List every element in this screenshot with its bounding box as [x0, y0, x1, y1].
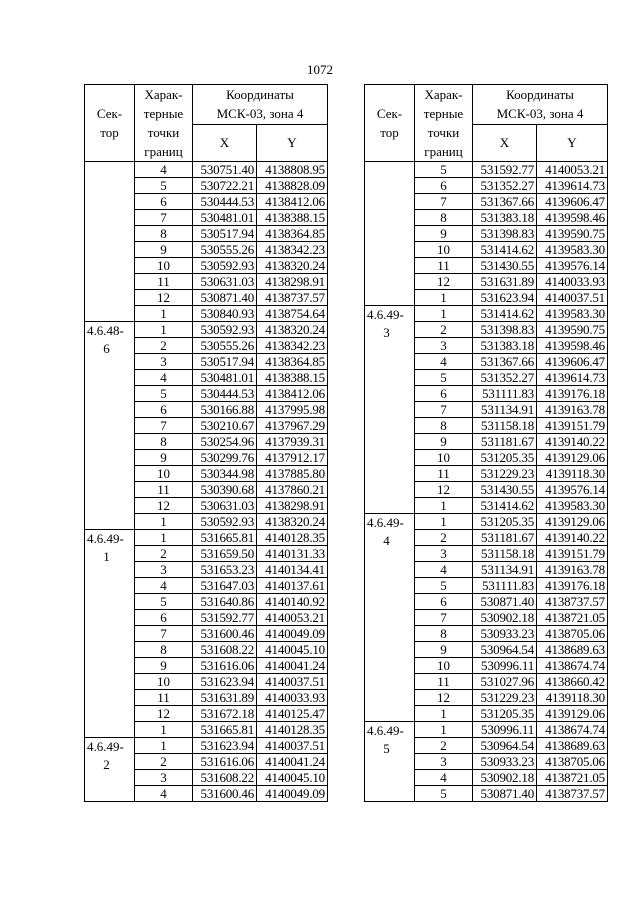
point-number-cell: 12: [135, 498, 193, 514]
point-number-cell: 5: [135, 386, 193, 402]
point-number-cell: 7: [135, 626, 193, 642]
y-coordinate-cell: 4138320.24: [257, 322, 328, 338]
header-y: Y: [537, 124, 608, 162]
point-number-cell: 5: [415, 162, 473, 178]
point-number-cell: 9: [415, 434, 473, 450]
x-coordinate-cell: 531659.50: [193, 546, 257, 562]
x-coordinate-cell: 531134.91: [473, 402, 537, 418]
y-coordinate-cell: 4138737.57: [537, 786, 608, 802]
y-coordinate-cell: 4138388.15: [257, 210, 328, 226]
x-coordinate-cell: 530481.01: [193, 370, 257, 386]
y-coordinate-cell: 4140049.09: [257, 786, 328, 802]
y-coordinate-cell: 4140045.10: [257, 770, 328, 786]
y-coordinate-cell: 4140053.21: [537, 162, 608, 178]
y-coordinate-cell: 4139129.06: [537, 706, 608, 722]
y-coordinate-cell: 4139176.18: [537, 386, 608, 402]
y-coordinate-cell: 4138364.85: [257, 354, 328, 370]
x-coordinate-cell: 530254.96: [193, 434, 257, 450]
x-coordinate-cell: 530166.88: [193, 402, 257, 418]
y-coordinate-cell: 4140033.93: [537, 274, 608, 290]
y-coordinate-cell: 4139614.73: [537, 370, 608, 386]
sector-cell: [365, 722, 415, 802]
point-number-cell: 4: [135, 162, 193, 178]
page-number: 1072: [307, 62, 333, 77]
y-coordinate-cell: 4139583.30: [537, 306, 608, 322]
point-number-cell: 5: [415, 578, 473, 594]
x-coordinate-cell: 531367.66: [473, 354, 537, 370]
point-number-cell: 10: [415, 658, 473, 674]
sector-code: 4.6.49-: [87, 531, 124, 546]
point-number-cell: 1: [415, 290, 473, 306]
y-coordinate-cell: 4140128.35: [257, 722, 328, 738]
point-number-cell: 2: [415, 738, 473, 754]
point-number-cell: 1: [135, 722, 193, 738]
x-coordinate-cell: 530902.18: [473, 610, 537, 626]
y-coordinate-cell: 4139151.79: [537, 546, 608, 562]
point-number-cell: 4: [415, 562, 473, 578]
y-coordinate-cell: 4140131.33: [257, 546, 328, 562]
y-coordinate-cell: 4139118.30: [537, 466, 608, 482]
point-number-cell: 10: [135, 258, 193, 274]
x-coordinate-cell: 531665.81: [193, 722, 257, 738]
x-coordinate-cell: 531616.06: [193, 658, 257, 674]
y-coordinate-cell: 4138412.06: [257, 194, 328, 210]
point-number-cell: 3: [415, 546, 473, 562]
x-coordinate-cell: 530964.54: [473, 642, 537, 658]
point-number-cell: 4: [415, 354, 473, 370]
y-coordinate-cell: 4139140.22: [537, 434, 608, 450]
y-coordinate-cell: 4138412.06: [257, 386, 328, 402]
y-coordinate-cell: 4137967.29: [257, 418, 328, 434]
point-number-cell: 9: [135, 658, 193, 674]
y-coordinate-cell: 4139576.14: [537, 258, 608, 274]
point-number-cell: 1: [135, 306, 193, 322]
y-coordinate-cell: 4138320.24: [257, 258, 328, 274]
x-coordinate-cell: 530555.26: [193, 338, 257, 354]
point-number-cell: 10: [135, 674, 193, 690]
table-row: [85, 322, 328, 338]
point-number-cell: 11: [415, 466, 473, 482]
point-number-cell: 7: [135, 418, 193, 434]
point-number-cell: 12: [415, 274, 473, 290]
x-coordinate-cell: 531616.06: [193, 754, 257, 770]
point-number-cell: 8: [135, 226, 193, 242]
y-coordinate-cell: 4140134.41: [257, 562, 328, 578]
x-coordinate-cell: 531623.94: [193, 674, 257, 690]
point-number-cell: 8: [415, 210, 473, 226]
point-number-cell: 3: [135, 354, 193, 370]
x-coordinate-cell: 530722.21: [193, 178, 257, 194]
y-coordinate-cell: 4139140.22: [537, 530, 608, 546]
x-coordinate-cell: 531205.35: [473, 450, 537, 466]
y-coordinate-cell: 4139151.79: [537, 418, 608, 434]
y-coordinate-cell: 4139590.75: [537, 322, 608, 338]
header-points: Харак- терные точки границ: [135, 85, 193, 162]
point-number-cell: 4: [135, 578, 193, 594]
y-coordinate-cell: 4140045.10: [257, 642, 328, 658]
x-coordinate-cell: 531600.46: [193, 626, 257, 642]
x-coordinate-cell: 531414.62: [473, 306, 537, 322]
y-coordinate-cell: 4138721.05: [537, 610, 608, 626]
x-coordinate-cell: 531623.94: [193, 738, 257, 754]
point-number-cell: 3: [135, 770, 193, 786]
point-number-cell: 1: [135, 514, 193, 530]
x-coordinate-cell: 531229.23: [473, 690, 537, 706]
x-coordinate-cell: 531623.94: [473, 290, 537, 306]
sector-cell: [85, 322, 135, 530]
y-coordinate-cell: 4140049.09: [257, 626, 328, 642]
point-number-cell: 6: [415, 594, 473, 610]
x-coordinate-cell: 531592.77: [473, 162, 537, 178]
point-number-cell: 2: [135, 338, 193, 354]
point-number-cell: 6: [135, 402, 193, 418]
sector-cell: [85, 738, 135, 802]
sector-suffix: 6: [103, 341, 110, 356]
y-coordinate-cell: 4138298.91: [257, 274, 328, 290]
y-coordinate-cell: 4138342.23: [257, 338, 328, 354]
point-number-cell: 9: [415, 642, 473, 658]
x-coordinate-cell: 531653.23: [193, 562, 257, 578]
header-x: X: [473, 124, 537, 162]
table-row: [365, 162, 608, 178]
x-coordinate-cell: 531111.83: [473, 578, 537, 594]
y-coordinate-cell: 4138705.06: [537, 626, 608, 642]
coordinates-table-left: [84, 84, 328, 802]
sector-cell: [85, 162, 135, 322]
x-coordinate-cell: 530871.40: [473, 786, 537, 802]
y-coordinate-cell: 4139590.75: [537, 226, 608, 242]
x-coordinate-cell: 530444.53: [193, 386, 257, 402]
point-number-cell: 11: [415, 674, 473, 690]
y-coordinate-cell: 4140140.92: [257, 594, 328, 610]
x-coordinate-cell: 530933.23: [473, 626, 537, 642]
point-number-cell: 8: [135, 434, 193, 450]
x-coordinate-cell: 530517.94: [193, 226, 257, 242]
point-number-cell: 5: [135, 178, 193, 194]
x-coordinate-cell: 530592.93: [193, 322, 257, 338]
y-coordinate-cell: 4138737.57: [537, 594, 608, 610]
x-coordinate-cell: 531600.46: [193, 786, 257, 802]
x-coordinate-cell: 530996.11: [473, 722, 537, 738]
sector-code: 4.6.49-: [87, 739, 124, 754]
x-coordinate-cell: 531631.89: [193, 690, 257, 706]
x-coordinate-cell: 531383.18: [473, 338, 537, 354]
x-coordinate-cell: 531398.83: [473, 322, 537, 338]
sector-suffix: 3: [383, 325, 390, 340]
x-coordinate-cell: 531205.35: [473, 514, 537, 530]
point-number-cell: 5: [135, 594, 193, 610]
point-number-cell: 3: [415, 338, 473, 354]
y-coordinate-cell: 4140041.24: [257, 658, 328, 674]
y-coordinate-cell: 4138342.23: [257, 242, 328, 258]
point-number-cell: 4: [135, 786, 193, 802]
y-coordinate-cell: 4140033.93: [257, 690, 328, 706]
x-coordinate-cell: 530871.40: [473, 594, 537, 610]
y-coordinate-cell: 4139598.46: [537, 338, 608, 354]
x-coordinate-cell: 530210.67: [193, 418, 257, 434]
x-coordinate-cell: 531631.89: [473, 274, 537, 290]
y-coordinate-cell: 4140041.24: [257, 754, 328, 770]
table-row: [365, 722, 608, 738]
x-coordinate-cell: 530555.26: [193, 242, 257, 258]
point-number-cell: 7: [415, 610, 473, 626]
x-coordinate-cell: 531134.91: [473, 562, 537, 578]
x-coordinate-cell: 531111.83: [473, 386, 537, 402]
y-coordinate-cell: 4139606.47: [537, 354, 608, 370]
x-coordinate-cell: 530299.76: [193, 450, 257, 466]
point-number-cell: 11: [135, 690, 193, 706]
x-coordinate-cell: 531027.96: [473, 674, 537, 690]
x-coordinate-cell: 531158.18: [473, 418, 537, 434]
point-number-cell: 7: [415, 194, 473, 210]
point-number-cell: 2: [135, 754, 193, 770]
x-coordinate-cell: 530390.68: [193, 482, 257, 498]
y-coordinate-cell: 4140037.51: [257, 674, 328, 690]
point-number-cell: 10: [415, 450, 473, 466]
header-coordinates: Координаты МСК-03, зона 4: [473, 85, 608, 125]
point-number-cell: 1: [415, 498, 473, 514]
x-coordinate-cell: 530751.40: [193, 162, 257, 178]
y-coordinate-cell: 4140137.61: [257, 578, 328, 594]
sector-code: 4.6.49-: [367, 723, 404, 738]
x-coordinate-cell: 530631.03: [193, 498, 257, 514]
point-number-cell: 1: [415, 514, 473, 530]
y-coordinate-cell: 4139583.30: [537, 498, 608, 514]
y-coordinate-cell: 4137885.80: [257, 466, 328, 482]
y-coordinate-cell: 4138298.91: [257, 498, 328, 514]
point-number-cell: 8: [415, 418, 473, 434]
x-coordinate-cell: 530592.93: [193, 258, 257, 274]
x-coordinate-cell: 530592.93: [193, 514, 257, 530]
point-number-cell: 12: [135, 290, 193, 306]
y-coordinate-cell: 4138674.74: [537, 722, 608, 738]
y-coordinate-cell: 4138828.09: [257, 178, 328, 194]
x-coordinate-cell: 531181.67: [473, 530, 537, 546]
y-coordinate-cell: 4139614.73: [537, 178, 608, 194]
point-number-cell: 10: [135, 466, 193, 482]
x-coordinate-cell: 531367.66: [473, 194, 537, 210]
point-number-cell: 7: [415, 402, 473, 418]
y-coordinate-cell: 4139176.18: [537, 578, 608, 594]
x-coordinate-cell: 531229.23: [473, 466, 537, 482]
header-points: Харак- терные точки границ: [415, 85, 473, 162]
table-row: [85, 530, 328, 546]
y-coordinate-cell: 4138320.24: [257, 514, 328, 530]
sector-cell: [365, 514, 415, 722]
x-coordinate-cell: 530933.23: [473, 754, 537, 770]
x-coordinate-cell: 531672.18: [193, 706, 257, 722]
point-number-cell: 1: [135, 530, 193, 546]
point-number-cell: 9: [135, 242, 193, 258]
point-number-cell: 4: [135, 370, 193, 386]
point-number-cell: 8: [415, 626, 473, 642]
x-coordinate-cell: 530871.40: [193, 290, 257, 306]
y-coordinate-cell: 4137995.98: [257, 402, 328, 418]
x-coordinate-cell: 531414.62: [473, 242, 537, 258]
x-coordinate-cell: 531383.18: [473, 210, 537, 226]
x-coordinate-cell: 530902.18: [473, 770, 537, 786]
point-number-cell: 12: [135, 706, 193, 722]
point-number-cell: 11: [135, 482, 193, 498]
y-coordinate-cell: 4137860.21: [257, 482, 328, 498]
y-coordinate-cell: 4138660.42: [537, 674, 608, 690]
y-coordinate-cell: 4140053.21: [257, 610, 328, 626]
x-coordinate-cell: 531430.55: [473, 258, 537, 274]
x-coordinate-cell: 531414.62: [473, 498, 537, 514]
x-coordinate-cell: 530481.01: [193, 210, 257, 226]
y-coordinate-cell: 4137939.31: [257, 434, 328, 450]
y-coordinate-cell: 4137912.17: [257, 450, 328, 466]
header-sector: Сек- тор: [365, 85, 415, 162]
y-coordinate-cell: 4139606.47: [537, 194, 608, 210]
y-coordinate-cell: 4138388.15: [257, 370, 328, 386]
point-number-cell: 2: [135, 546, 193, 562]
point-number-cell: 6: [415, 386, 473, 402]
sector-suffix: 1: [103, 549, 110, 564]
x-coordinate-cell: 531665.81: [193, 530, 257, 546]
sector-cell: [365, 162, 415, 306]
point-number-cell: 6: [135, 194, 193, 210]
point-number-cell: 1: [415, 306, 473, 322]
sector-suffix: 5: [383, 741, 390, 756]
x-coordinate-cell: 530344.98: [193, 466, 257, 482]
point-number-cell: 11: [415, 258, 473, 274]
sector-cell: [365, 306, 415, 514]
point-number-cell: 2: [415, 322, 473, 338]
point-number-cell: 8: [135, 642, 193, 658]
point-number-cell: 9: [135, 450, 193, 466]
point-number-cell: 12: [415, 482, 473, 498]
header-x: X: [193, 124, 257, 162]
x-coordinate-cell: 531181.67: [473, 434, 537, 450]
point-number-cell: 1: [415, 722, 473, 738]
x-coordinate-cell: 531647.03: [193, 578, 257, 594]
table-row: [365, 306, 608, 322]
point-number-cell: 5: [415, 786, 473, 802]
x-coordinate-cell: 530444.53: [193, 194, 257, 210]
y-coordinate-cell: 4140125.47: [257, 706, 328, 722]
y-coordinate-cell: 4138808.95: [257, 162, 328, 178]
y-coordinate-cell: 4138737.57: [257, 290, 328, 306]
y-coordinate-cell: 4138721.05: [537, 770, 608, 786]
x-coordinate-cell: 530996.11: [473, 658, 537, 674]
y-coordinate-cell: 4138689.63: [537, 642, 608, 658]
point-number-cell: 6: [135, 610, 193, 626]
x-coordinate-cell: 531352.27: [473, 178, 537, 194]
x-coordinate-cell: 531205.35: [473, 706, 537, 722]
x-coordinate-cell: 530517.94: [193, 354, 257, 370]
point-number-cell: 6: [415, 178, 473, 194]
header-sector: Сек- тор: [85, 85, 135, 162]
table-row: [365, 514, 608, 530]
y-coordinate-cell: 4139583.30: [537, 242, 608, 258]
y-coordinate-cell: 4138705.06: [537, 754, 608, 770]
point-number-cell: 2: [415, 530, 473, 546]
point-number-cell: 12: [415, 690, 473, 706]
point-number-cell: 1: [415, 706, 473, 722]
y-coordinate-cell: 4138674.74: [537, 658, 608, 674]
x-coordinate-cell: 531608.22: [193, 770, 257, 786]
sector-cell: [85, 530, 135, 738]
sector-code: 4.6.49-: [367, 307, 404, 322]
y-coordinate-cell: 4139118.30: [537, 690, 608, 706]
x-coordinate-cell: 531608.22: [193, 642, 257, 658]
header-coordinates: Координаты МСК-03, зона 4: [193, 85, 328, 125]
y-coordinate-cell: 4139598.46: [537, 210, 608, 226]
y-coordinate-cell: 4139163.78: [537, 562, 608, 578]
point-number-cell: 4: [415, 770, 473, 786]
sector-suffix: 4: [383, 533, 390, 548]
sector-suffix: 2: [103, 757, 110, 772]
point-number-cell: 10: [415, 242, 473, 258]
y-coordinate-cell: 4140037.51: [257, 738, 328, 754]
point-number-cell: 11: [135, 274, 193, 290]
sector-code: 4.6.49-: [367, 515, 404, 530]
point-number-cell: 1: [135, 738, 193, 754]
x-coordinate-cell: 530631.03: [193, 274, 257, 290]
point-number-cell: 5: [415, 370, 473, 386]
x-coordinate-cell: 531398.83: [473, 226, 537, 242]
point-number-cell: 3: [415, 754, 473, 770]
sector-code: 4.6.48-: [87, 323, 124, 338]
y-coordinate-cell: 4140037.51: [537, 290, 608, 306]
table-row: [85, 162, 328, 178]
y-coordinate-cell: 4139129.06: [537, 450, 608, 466]
y-coordinate-cell: 4138364.85: [257, 226, 328, 242]
header-y: Y: [257, 124, 328, 162]
x-coordinate-cell: 531352.27: [473, 370, 537, 386]
x-coordinate-cell: 530964.54: [473, 738, 537, 754]
x-coordinate-cell: 531640.86: [193, 594, 257, 610]
y-coordinate-cell: 4139576.14: [537, 482, 608, 498]
point-number-cell: 7: [135, 210, 193, 226]
point-number-cell: 3: [135, 562, 193, 578]
point-number-cell: 1: [135, 322, 193, 338]
y-coordinate-cell: 4139129.06: [537, 514, 608, 530]
y-coordinate-cell: 4140128.35: [257, 530, 328, 546]
table-row: [85, 738, 328, 754]
x-coordinate-cell: 530840.93: [193, 306, 257, 322]
x-coordinate-cell: 531158.18: [473, 546, 537, 562]
y-coordinate-cell: 4139163.78: [537, 402, 608, 418]
x-coordinate-cell: 531592.77: [193, 610, 257, 626]
y-coordinate-cell: 4138754.64: [257, 306, 328, 322]
point-number-cell: 9: [415, 226, 473, 242]
y-coordinate-cell: 4138689.63: [537, 738, 608, 754]
x-coordinate-cell: 531430.55: [473, 482, 537, 498]
coordinates-table-right: [364, 84, 608, 802]
